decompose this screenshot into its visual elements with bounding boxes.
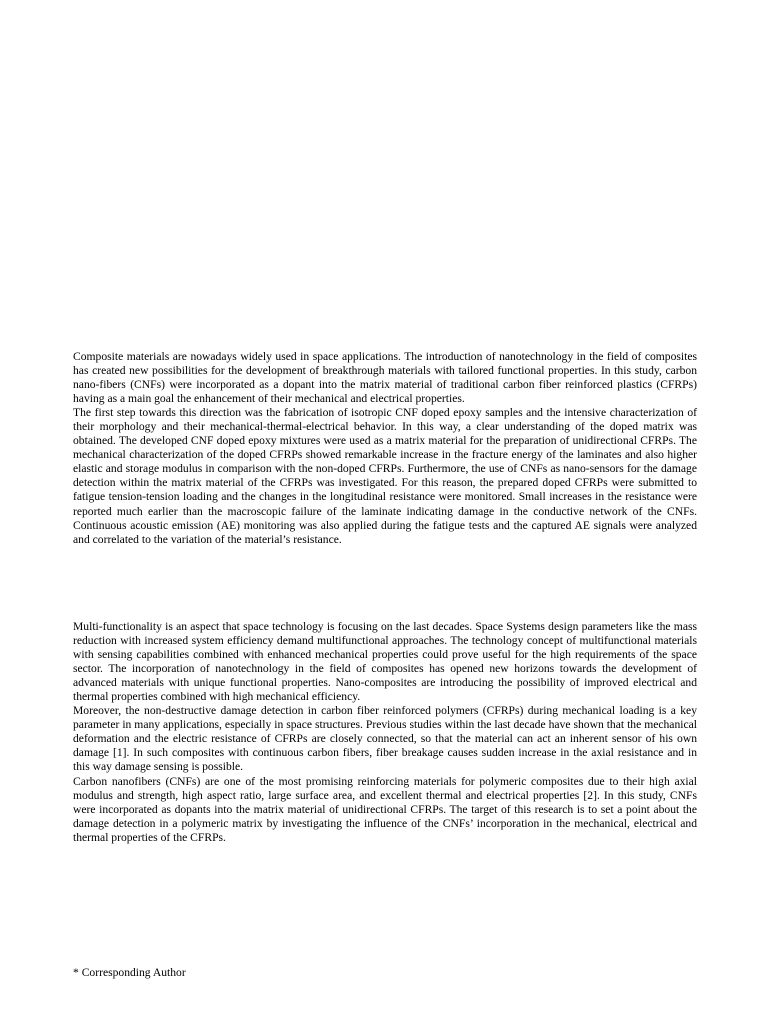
abstract-section [73,350,697,547]
introduction-paragraph-1: Multi-functionality is an aspect that space technology is focusing on the last decades. Space Systems design parameters like the mass reduction with increased system efficiency demand multifunctional approaches. The technology concept of multifunctional materials with sensing capabilities combined with enhanced mechanical properties could prove useful for the high requirements of the space sector. The incorporation of nanotechnology in the field of composites has opened new horizons towards the development of advanced materials with unique functional properties. Nano-composites are introducing the possibility of improved electrical and thermal properties combined with high mechanical efficiency. [73,620,697,704]
corresponding-author-footnote: * Corresponding Author [73,966,186,979]
introduction-section [73,620,697,845]
introduction-paragraph-3: Carbon nanofibers (CNFs) are one of the most promising reinforcing materials for polymeric composites due to their high axial modulus and strength, high aspect ratio, large surface area, and excellent thermal and electrical properties [2]. In this study, CNFs were incorporated as dopants into the matrix material of unidirectional CFRPs. The target of this research is to set a point about the damage detection in a polymeric matrix by investigating the influence of the CNFs’ incorporation in the mechanical, electrical and thermal properties of the CFRPs. [73,774,697,844]
introduction-paragraph-2: Moreover, the non-destructive damage detection in carbon fiber reinforced polymers (CFRPs) during mechanical loading is a key parameter in many applications, especially in space structures. Previous studies within the last decade have shown that the mechanical deformation and the electric resistance of CFRPs are closely connected, so that the material can act an inherent sensor of his own damage [1]. In such composites with continuous carbon fibers, fiber breakage causes sudden increase in the axial resistance and in this way damage sensing is possible. [73,704,697,774]
abstract-paragraph-2: The first step towards this direction was the fabrication of isotropic CNF doped epoxy samples and the intensive characterization of their morphology and their mechanical-thermal-electrical behavior. In this way, a clear understanding of the doped matrix was obtained. The developed CNF doped epoxy mixtures were used as a matrix material for the preparation of unidirectional CFRPs. The mechanical characterization of the doped CFRPs showed remarkable increase in the fracture energy of the laminates and also higher elastic and storage modulus in comparison with the non-doped CFRPs. Furthermore, the use of CNFs as nano-sensors for the damage detection within the matrix material of the CFRPs was investigated. For this reason, the prepared doped CFRPs were submitted to fatigue tension-tension loading and the changes in the longitudinal resistance were monitored. Small increases in the resistance were reported much earlier than the macroscopic failure of the laminate indicating damage in the conductive network of the CNFs. Continuous acoustic emission (AE) monitoring was also applied during the fatigue tests and the captured AE signals were analyzed and correlated to the variation of the material’s resistance. [73,406,697,546]
abstract-paragraph-1: Composite materials are nowadays widely used in space applications. The introduction of nanotechnology in the field of composites has created new possibilities for the development of breakthrough materials with tailored functional properties. In this study, carbon nano-fibers (CNFs) were incorporated as a dopant into the matrix material of traditional carbon fiber reinforced plastics (CFRPs) having as a main goal the enhancement of their mechanical and electrical properties. [73,350,697,406]
